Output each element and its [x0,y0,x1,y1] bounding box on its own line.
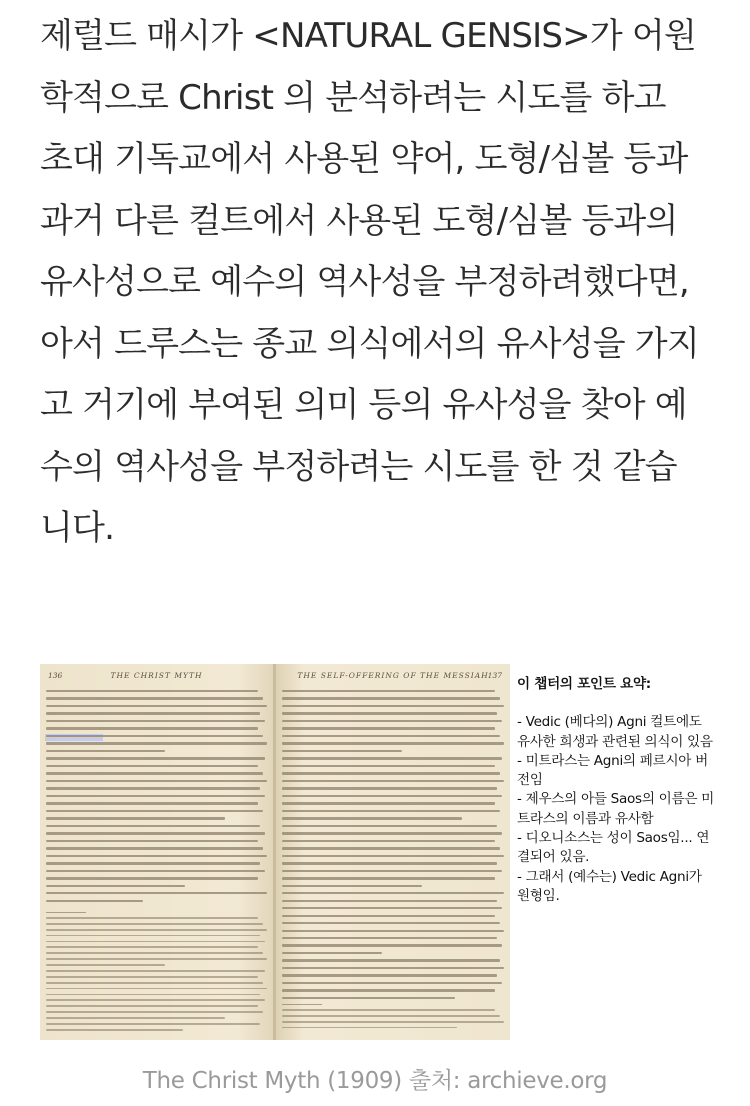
scanned-text-line [282,967,504,969]
scanned-text-line [282,690,495,692]
scanned-text-line [46,727,258,729]
scanned-text-line [46,697,263,699]
scanned-text-line [282,959,500,961]
summary-point: - 제우스의 아들 Saos의 이름은 미트라스의 이름과 유사함 [517,791,715,827]
scanned-text-line [46,999,265,1001]
scanned-text-line [282,727,495,729]
scanned-text-line [46,742,267,744]
running-title-right: THE SELF-OFFERING OF THE MESSIAH [297,671,489,680]
scanned-text-line [46,923,263,925]
scanned-text-line [282,832,502,834]
paragraph-line: 아서 드루스는 종교 의식에서의 유사성을 가지 [40,323,699,364]
scanned-text-line [282,877,495,879]
scanned-text-line [282,720,502,722]
scanned-text-line [46,840,258,842]
scanned-text-line [282,742,504,744]
summary-point: - 디오니소스는 성이 Saos임... 연결되어 있음. [517,830,710,866]
paragraph-line: 과거 다른 컬트에서 사용된 도형/심볼 등과의 [40,200,678,241]
scanned-text-line [46,780,267,782]
paragraph-line: 수의 역사성을 부정하려는 시도를 한 것 같습 [40,446,677,487]
scanned-text-line [46,705,267,707]
scanned-text-line [282,712,497,714]
scanned-text-line [282,705,504,707]
scanned-text-line [46,1029,183,1031]
book-page-right [276,664,510,1040]
summary-point: - 그래서 (예수는) Vedic Agni가 원형임. [517,868,702,904]
scanned-text-line [282,907,502,909]
image-caption: The Christ Myth (1909) 출처: archieve.org [142,1068,608,1094]
scanned-text-line [46,929,267,931]
body-text-lines-right [282,690,504,1004]
scanned-text-line [46,757,265,759]
scanned-text-line [46,976,258,978]
scanned-text-line [46,988,267,990]
scanned-text-line [282,1027,457,1029]
scanned-text-line [282,795,502,797]
scanned-text-line [46,690,258,692]
scanned-text-line [282,997,455,999]
scanned-text-line [282,930,504,932]
scanned-text-line [282,802,495,804]
scanned-text-line [46,970,265,972]
paragraph-line: 학적으로 Christ 의 분석하려는 시도를 하고 [40,77,666,118]
scanned-text-line [46,712,260,714]
scanned-text-line [46,958,267,960]
scanned-text-line [46,810,263,812]
scanned-text-line [46,750,165,752]
scanned-text-line [46,1017,225,1019]
scanned-text-line [282,892,504,894]
scanned-text-line [46,795,265,797]
body-text-lines-left [46,690,267,907]
scanned-text-line [46,720,265,722]
scanned-text-line [46,855,267,857]
scanned-text-line [46,772,263,774]
scanned-text-line [282,1015,500,1017]
scanned-text-line [46,1005,258,1007]
scanned-text-line [46,765,258,767]
scanned-text-line [282,952,382,954]
scanned-text-line [282,817,462,819]
scanned-text-line [46,946,258,948]
scanned-text-line [282,982,502,984]
paragraph-line: 초대 기독교에서 사용된 약어, 도형/심볼 등과 [40,139,688,179]
page-number-right: 137 [487,671,502,680]
scanned-text-line [46,817,225,819]
scanned-text-line [282,885,422,887]
scanned-text-line [46,952,263,954]
scanned-text-line [282,1021,504,1023]
footnote-lines-right [282,1009,504,1033]
footnote-rule-left [46,912,86,913]
scanned-text-line [46,1011,263,1013]
scanned-text-line [46,917,258,919]
scanned-text-line [46,1023,260,1025]
scanned-text-line [282,735,500,737]
book-page-left [40,664,273,1040]
scanned-text-line [282,855,504,857]
scanned-text-line [46,935,260,937]
scanned-text-line [46,982,263,984]
scanned-text-line [46,964,165,966]
scanned-text-line [282,697,500,699]
scanned-text-line [282,840,495,842]
scanned-text-line [46,892,267,894]
paragraph-line: 니다. [40,508,115,548]
page-number-left: 136 [48,671,63,680]
scanned-text-line [46,825,260,827]
paragraph-line: 제럴드 매시가 <NATURAL GENSIS>가 어원 [40,16,697,56]
book-scan-image [40,664,510,1040]
scanned-text-line [282,922,500,924]
scanned-text-line [282,810,500,812]
scanned-text-line [282,1009,495,1011]
scanned-text-line [46,870,265,872]
scanned-text-line [282,937,497,939]
scanned-text-line [46,832,265,834]
summary-point: - Vedic (베다의) Agni 컬트에도 유사한 희생과 관련된 의식이 있음 [517,714,713,750]
scanned-text-line [46,885,185,887]
footnote-lines-left [46,917,267,1035]
scanned-text-line [46,900,143,902]
scanned-text-line [282,825,497,827]
summary-point: - 미트라스는 Agni의 페르시아 버전임 [517,752,708,789]
scanned-text-line [282,772,500,774]
scanned-text-line [282,915,495,917]
scanned-text-line [282,944,502,946]
paragraph-line: 고 거기에 부여된 의미 등의 유사성을 찾아 예 [40,385,687,425]
scanned-text-line [46,994,260,996]
scanned-text-line [282,780,504,782]
scanned-text-line [282,787,497,789]
running-head-right [284,671,502,683]
scanned-text-line [46,862,260,864]
scanned-text-line [46,787,260,789]
article-paragraph [40,6,720,560]
scanned-text-line [46,877,258,879]
scanned-text-line [282,847,500,849]
scanned-text-line [282,765,495,767]
scanned-text-line [282,870,502,872]
scanned-text-line [282,900,497,902]
scanned-text-line [282,862,497,864]
running-title-left: THE CHRIST MYTH [110,671,203,680]
scanned-text-line [282,750,402,752]
scanned-text-line [282,974,497,976]
paragraph-line: 유사성으로 예수의 역사성을 부정하려했다면, [40,262,689,302]
scanned-text-line [46,802,258,804]
scanned-text-line [46,847,263,849]
scanned-text-line [46,941,265,943]
running-head-left [48,671,265,683]
chapter-summary [517,675,717,906]
scanned-text-line [46,735,263,737]
footnote-rule-right [282,1004,322,1005]
scanned-text-line [282,989,495,991]
summary-heading: 이 챕터의 포인트 요약: [517,676,651,692]
scanned-text-line [282,757,502,759]
